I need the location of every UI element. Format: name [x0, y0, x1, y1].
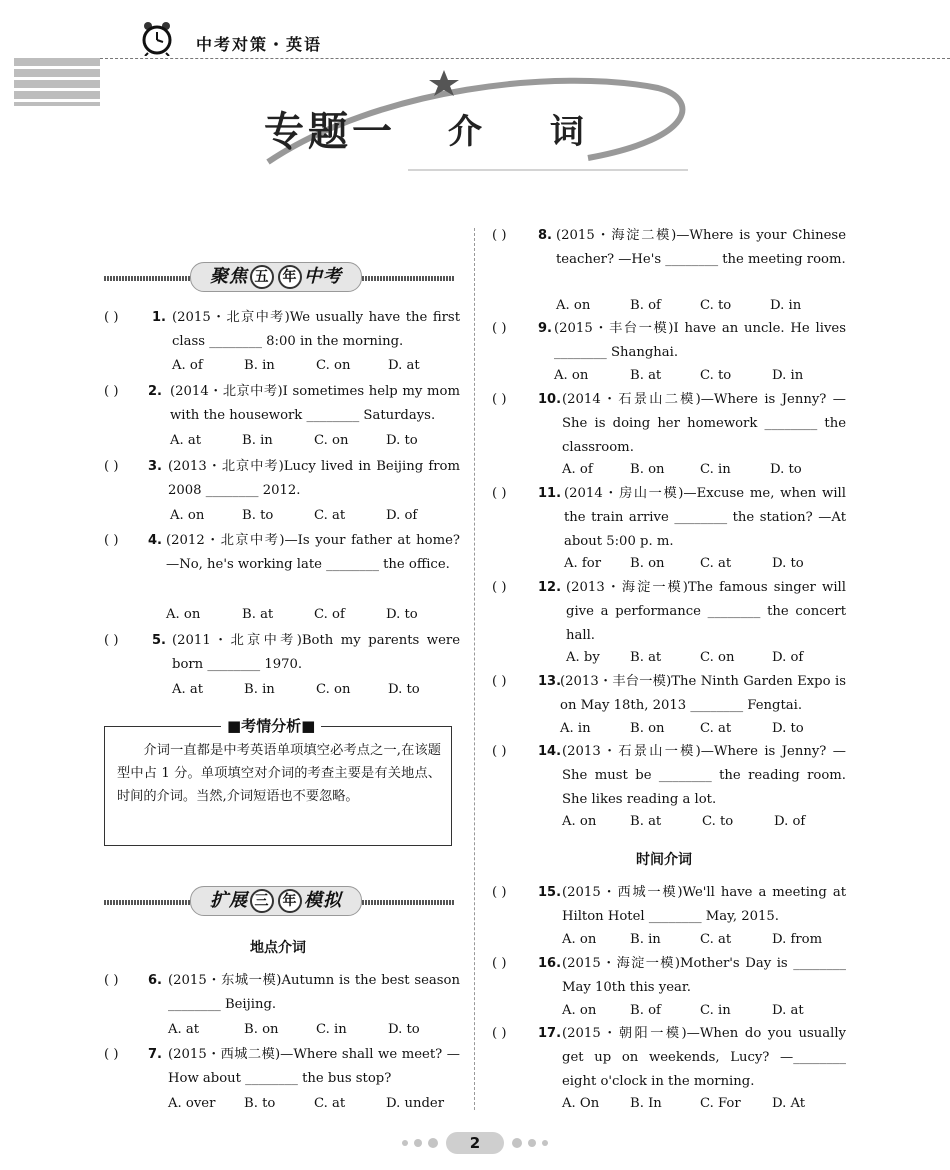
options: A. of B. in C. on D. at [172, 358, 420, 373]
answer-blank[interactable]: ( ) [492, 228, 507, 243]
page-header [0, 0, 950, 60]
section-five-year-label: 聚焦 五 年 中考 [190, 262, 362, 292]
question-5: ( ) 5. (2011・北京中考)Both my parents were born ________ 1970. A. at B. in C. on D. to [104, 629, 460, 701]
exam-analysis-box [104, 717, 452, 846]
dot-icon [428, 1138, 438, 1148]
options: A. on B. at C. to D. of [562, 814, 806, 829]
options: A. in B. on C. at D. to [560, 721, 804, 736]
dot-icon [402, 1140, 408, 1146]
subhead-place: 地点介词 [250, 940, 306, 956]
question-2: ( ) 2. (2014・北京中考)I sometimes help my mom with the housework ________ Saturdays. A. at B. in C. on D. to [104, 380, 460, 452]
answer-blank[interactable]: ( ) [104, 973, 119, 988]
question-17: ( ) 17. (2015・朝阳一模)—When do you usually get up on weekends, Lucy? —________ eight o'clock in the morning. A. On B. In C. For D. At [492, 1022, 846, 1118]
answer-blank[interactable]: ( ) [492, 885, 507, 900]
options: A. at B. in C. on D. to [170, 433, 418, 448]
answer-blank[interactable]: ( ) [492, 1026, 507, 1041]
answer-blank[interactable]: ( ) [492, 956, 507, 971]
options: A. at B. on C. in D. to [168, 1022, 420, 1037]
header-divider [100, 58, 950, 59]
answer-blank[interactable]: ( ) [104, 633, 119, 648]
series-title: 中考对策・英语 [196, 35, 323, 54]
answer-blank[interactable]: ( ) [104, 310, 119, 325]
column-divider [474, 228, 475, 1110]
options: A. by B. at C. on D. of [566, 650, 804, 665]
answer-blank[interactable]: ( ) [492, 392, 507, 407]
question-3: ( ) 3. (2013・北京中考)Lucy lived in Beijing from 2008 ________ 2012. A. on B. to C. at D. of [104, 455, 460, 527]
answer-blank[interactable]: ( ) [104, 1047, 119, 1062]
question-15: ( ) 15. (2015・西城一模)We'll have a meeting at Hilton Hotel ________ May, 2015. A. on B. in C. at D. from [492, 881, 846, 953]
options: A. on B. to C. at D. of [170, 508, 418, 523]
options: A. on B. of C. in D. at [562, 1003, 804, 1018]
answer-blank[interactable]: ( ) [492, 486, 507, 501]
question-4: ( ) 4. (2012・北京中考)—Is your father at home? —No, he's working late ________ the office. A. on B. at C. of D. to [104, 529, 460, 625]
options: A. of B. on C. in D. to [562, 462, 802, 477]
exam-analysis-title: ■考情分析■ [221, 715, 321, 736]
options: A. on B. of C. to D. in [556, 298, 802, 313]
answer-blank[interactable]: ( ) [104, 384, 119, 399]
section-five-year [104, 262, 454, 292]
question-9: ( ) 9. (2015・丰台一模)I have an uncle. He lives ________ Shanghai. A. on B. at C. to D. in [492, 317, 846, 389]
topic-title: 介 词 [448, 112, 612, 152]
section-three-year [104, 886, 454, 916]
options: A. at B. in C. on D. to [172, 682, 420, 697]
topic-number: 专题一 [264, 109, 396, 155]
options: A. for B. on C. at D. to [564, 556, 804, 571]
question-6: ( ) 6. (2015・东城一模)Autumn is the best season ________ Beijing. A. at B. on C. in D. to [104, 969, 460, 1041]
question-14: ( ) 14. (2013・石景山一模)—Where is Jenny? —She must be ________ the reading room. She likes reading a lot. A. on B. at C. to D. of [492, 740, 846, 836]
question-7: ( ) 7. (2015・西城二模)—Where shall we meet? —How about ________ the bus stop? A. over B. to C. at D. under [104, 1043, 460, 1115]
page-number-bar [402, 1132, 548, 1154]
question-13: ( ) 13. (2013・丰台一模)The Ninth Garden Expo is on May 18th, 2013 ________ Fengtai. A. in B. on C. at D. to [492, 670, 846, 742]
options: A. over B. to C. at D. under [168, 1096, 445, 1111]
question-1: ( ) 1. (2015・北京中考)We usually have the first class ________ 8:00 in the morning. A. of B. in C. on D. at [104, 306, 460, 378]
question-10: ( ) 10. (2014・石景山二模)—Where is Jenny? —She is doing her homework ________ the classroom. A. of B. on C. in D. to [492, 388, 846, 484]
answer-blank[interactable]: ( ) [492, 580, 507, 595]
question-12: ( ) 12. (2013・海淀一模)The famous singer will give a performance ________ the concert hall. A. by B. at C. on D. of [492, 576, 846, 672]
section-three-year-label: 扩展 三 年 模拟 [190, 886, 362, 916]
options: A. on B. at C. to D. in [554, 368, 804, 383]
options: A. On B. In C. For D. At [562, 1096, 806, 1111]
answer-blank[interactable]: ( ) [492, 744, 507, 759]
question-16: ( ) 16. (2015・海淀一模)Mother's Day is ________ May 10th this year. A. on B. of C. in D. at [492, 952, 846, 1024]
decorative-stripes [14, 58, 100, 106]
dot-icon [542, 1140, 548, 1146]
answer-blank[interactable]: ( ) [104, 533, 119, 548]
options: A. on B. at C. of D. to [166, 607, 418, 622]
dot-icon [512, 1138, 522, 1148]
dot-icon [528, 1139, 536, 1147]
exam-analysis-text: 介词一直都是中考英语单项填空必考点之一,在该题型中占 1 分。单项填空对介词的考查主要是有关地点、时间的介词。当然,介词短语也不要忽略。 [117, 743, 441, 804]
question-11: ( ) 11. (2014・房山一模)—Excuse me, when will the train arrive ________ the station? —At about 5:00 p. m. A. for B. on C. at D. to [492, 482, 846, 578]
answer-blank[interactable]: ( ) [492, 321, 507, 336]
question-8: ( ) 8. (2015・海淀二模)—Where is your Chinese teacher? —He's ________ the meeting room. A. on B. of C. to D. in [492, 224, 846, 320]
alarm-clock-icon [140, 20, 174, 56]
page-number: 2 [446, 1132, 504, 1154]
answer-blank[interactable]: ( ) [492, 674, 507, 689]
answer-blank[interactable]: ( ) [104, 459, 119, 474]
options: A. on B. in C. at D. from [562, 932, 823, 947]
dot-icon [414, 1139, 422, 1147]
subhead-time: 时间介词 [636, 852, 692, 868]
